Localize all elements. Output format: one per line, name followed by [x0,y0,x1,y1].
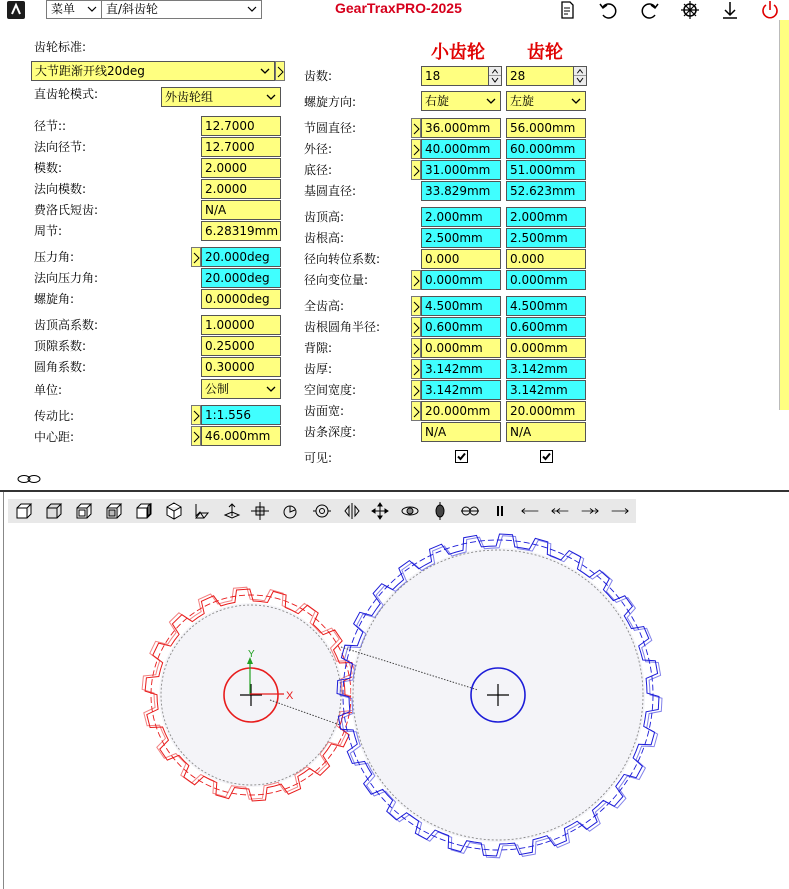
pinion-param-field[interactable]: 36.000mm [421,118,501,138]
pinion-gear-drawing [142,587,357,801]
orbit-icon[interactable] [400,501,420,521]
view-back-icon[interactable] [44,501,64,521]
pinion-param-field[interactable]: 0.000mm [421,338,501,358]
right-param-marker[interactable] [411,380,421,400]
teeth-label: 齿数: [304,69,333,83]
view-bottom-icon[interactable] [104,501,124,521]
left-param-label: 螺旋角: [34,292,75,306]
standard-value: 大节距渐开线20deg [35,64,145,78]
x-axis-label: X [286,690,294,702]
arrow-up-icon[interactable] [489,67,501,76]
gear-param-field[interactable]: 60.000mm [506,139,586,159]
chevron-down-icon [259,65,271,77]
ratio-marker[interactable] [191,405,201,425]
pinion-param-field[interactable]: N/A [421,422,501,442]
pinion-param-field[interactable]: 40.000mm [421,139,501,159]
right-param-marker[interactable] [411,296,421,316]
pinion-param-field[interactable]: 20.000mm [421,401,501,421]
pinion-visible-checkbox[interactable] [455,450,468,463]
gear-header: 齿轮 [527,42,563,63]
pinion-param-field[interactable]: 33.829mm [421,181,501,201]
center-distance-field[interactable]: 46.000mm [201,426,281,446]
pinion-param-field[interactable]: 3.142mm [421,380,501,400]
right-param-label: 齿根高: [304,231,345,245]
chevron-down-icon [245,1,259,18]
y-axis-label: Y [248,649,255,660]
gear-type-value: 直/斜齿轮 [106,2,159,16]
left-param-field[interactable]: 6.28319mm [201,221,281,241]
mode-value: 外齿轮组 [165,90,214,104]
gear-teeth-spinner[interactable] [573,66,587,86]
chevron-down-icon [485,95,497,107]
visible-label: 可见: [304,451,333,465]
right-param-marker[interactable] [411,270,421,290]
view-toolbar [8,499,636,523]
settings-wheel-icon[interactable] [680,0,700,20]
gear-pair-icon[interactable] [460,501,480,521]
rotate-icon[interactable] [280,501,300,521]
right-param-marker[interactable] [411,118,421,138]
gear-param-field[interactable]: 2.500mm [506,228,586,248]
gear-param-field[interactable]: 20.000mm [506,401,586,421]
standard-label: 齿轮标准: [34,40,87,54]
left-param-field[interactable]: 2.0000 [201,158,281,178]
right-param-label: 基圆直径: [304,184,357,198]
left-param-field[interactable]: 20.000deg [201,268,281,288]
ratio-label: 传动比: [34,409,75,423]
right-param-label: 空间宽度: [304,383,357,397]
left-param-field[interactable]: N/A [201,200,281,220]
left-param-label: 圆角系数: [34,360,87,374]
side-panel-strip[interactable] [779,20,789,410]
right-param-label: 径向转位系数: [304,252,381,266]
standard-dropdown[interactable] [31,61,275,81]
pinion-header: 小齿轮 [431,42,485,63]
standard-marker[interactable] [275,61,285,81]
left-param-label: 法向模数: [34,182,87,196]
left-param-label: 费洛氏短齿: [34,203,99,217]
right-param-label: 背隙: [304,341,333,355]
gear-param-field[interactable]: 3.142mm [506,380,586,400]
left-param-marker[interactable] [191,247,201,267]
right-param-marker[interactable] [411,401,421,421]
chevron-down-icon [265,383,277,395]
arrow-down-icon[interactable] [574,76,586,85]
arrow-down-icon[interactable] [489,76,501,85]
left-param-label: 压力角: [34,250,75,264]
mirror-icon[interactable] [342,501,362,521]
chevron-down-icon [265,91,277,103]
right-param-marker[interactable] [411,160,421,180]
left-param-field[interactable]: 1.00000 [201,315,281,335]
left-param-field[interactable]: 2.0000 [201,179,281,199]
unit-value: 公制 [205,382,230,396]
fast-back-icon[interactable] [550,501,570,521]
gear-viewport[interactable] [4,524,789,889]
pinion-param-field[interactable]: 0.000mm [421,270,501,290]
pinion-param-field[interactable]: 2.500mm [421,228,501,248]
chevron-down-icon [85,1,99,18]
select-icon[interactable] [192,501,212,521]
pause-icon[interactable] [490,501,510,521]
right-param-label: 齿根圆角半径: [304,320,381,334]
app-logo-icon [7,1,25,19]
pinion-param-field[interactable]: 4.500mm [421,296,501,316]
ratio-field[interactable]: 1:1.556 [201,405,281,425]
left-param-field[interactable]: 0.0000deg [201,289,281,309]
gear-hand-dropdown[interactable] [506,91,586,111]
fast-forward-icon[interactable] [580,501,600,521]
check-icon [456,451,467,462]
pinion-param-field[interactable]: 0.000 [421,249,501,269]
pinion-param-field[interactable]: 3.142mm [421,359,501,379]
pinion-param-field[interactable]: 31.000mm [421,160,501,180]
download-icon[interactable] [720,0,740,20]
left-param-field[interactable]: 0.25000 [201,336,281,356]
left-param-label: 周节: [34,224,63,238]
chevron-down-icon [570,95,582,107]
top-bar [0,0,789,20]
view-right-icon[interactable] [134,501,154,521]
pinion-hand-dropdown[interactable] [421,91,501,111]
right-param-label: 节圆直径: [304,121,357,135]
left-param-field[interactable]: 0.30000 [201,357,281,377]
right-param-marker[interactable] [411,139,421,159]
gear-hand-value: 左旋 [510,94,535,108]
center-distance-marker[interactable] [191,426,201,446]
left-param-label: 法向压力角: [34,271,99,285]
zoom-fit-icon[interactable] [312,501,332,521]
power-icon[interactable] [760,0,780,20]
gear-param-field[interactable]: 2.000mm [506,207,586,227]
arrow-up-icon[interactable] [574,67,586,76]
menu-label: 菜单 [51,2,76,16]
gear-type-dropdown[interactable] [101,0,262,19]
left-param-label: 模数: [34,161,63,175]
right-param-label: 底径: [304,163,333,177]
spin-axis-icon[interactable] [430,501,450,521]
gear-param-field[interactable]: 0.600mm [506,317,586,337]
link-icon[interactable] [16,473,42,485]
gear-teeth-field[interactable]: 28 [506,66,574,86]
panel-divider [0,490,789,492]
step-forward-icon[interactable] [610,501,630,521]
view-top-icon[interactable] [74,501,94,521]
hand-label: 螺旋方向: [304,95,357,109]
right-param-label: 齿条深度: [304,425,357,439]
pan-icon[interactable] [370,501,390,521]
gear-param-field[interactable]: 3.142mm [506,359,586,379]
move-down-icon[interactable] [250,501,270,521]
left-param-field[interactable]: 12.7000 [201,137,281,157]
gear-param-field[interactable]: 0.000mm [506,270,586,290]
right-param-marker[interactable] [411,317,421,337]
move-up-icon[interactable] [222,501,242,521]
left-param-label: 径节:: [34,119,67,133]
unit-label: 单位: [34,383,63,397]
pinion-param-field[interactable]: 2.000mm [421,207,501,227]
gear-visible-checkbox[interactable] [540,450,553,463]
left-param-label: 齿顶高系数: [34,318,99,332]
view-front-icon[interactable] [14,501,34,521]
gear-param-field[interactable]: 51.000mm [506,160,586,180]
right-param-label: 齿面宽: [304,404,345,418]
redo-icon[interactable] [640,0,660,20]
gear-param-field[interactable]: 4.500mm [506,296,586,316]
gear-param-field[interactable]: 52.623mm [506,181,586,201]
document-icon[interactable] [557,0,577,20]
center-distance-label: 中心距: [34,430,75,444]
gear-param-field[interactable]: 0.000mm [506,338,586,358]
pinion-teeth-field[interactable]: 18 [421,66,489,86]
pinion-teeth-spinner[interactable] [488,66,502,86]
left-param-field[interactable]: 20.000deg [201,247,281,267]
right-param-label: 径向变位量: [304,273,369,287]
mode-label: 直齿轮模式: [34,87,99,101]
gear-param-field[interactable]: N/A [506,422,586,442]
right-param-label: 齿厚: [304,362,333,376]
view-iso-icon[interactable] [164,501,184,521]
gear-drawing [337,534,662,858]
right-param-label: 全齿高: [304,299,345,313]
app-title: GearTraxPRO-2025 [335,0,462,16]
left-param-label: 顶隙系数: [34,339,87,353]
check-icon [541,451,552,462]
right-param-marker[interactable] [411,338,421,358]
right-param-marker[interactable] [411,359,421,379]
pinion-hand-value: 右旋 [425,94,450,108]
left-param-field[interactable]: 12.7000 [201,116,281,136]
pinion-param-field[interactable]: 0.600mm [421,317,501,337]
gear-param-field[interactable]: 56.000mm [506,118,586,138]
menu-dropdown[interactable] [46,0,102,19]
right-param-label: 外径: [304,142,333,156]
unit-dropdown[interactable] [201,379,281,399]
gear-param-field[interactable]: 0.000 [506,249,586,269]
right-param-label: 齿顶高: [304,210,345,224]
undo-icon[interactable] [598,0,618,20]
mode-dropdown[interactable] [161,87,281,107]
left-param-label: 法向径节: [34,140,87,154]
step-back-icon[interactable] [520,501,540,521]
